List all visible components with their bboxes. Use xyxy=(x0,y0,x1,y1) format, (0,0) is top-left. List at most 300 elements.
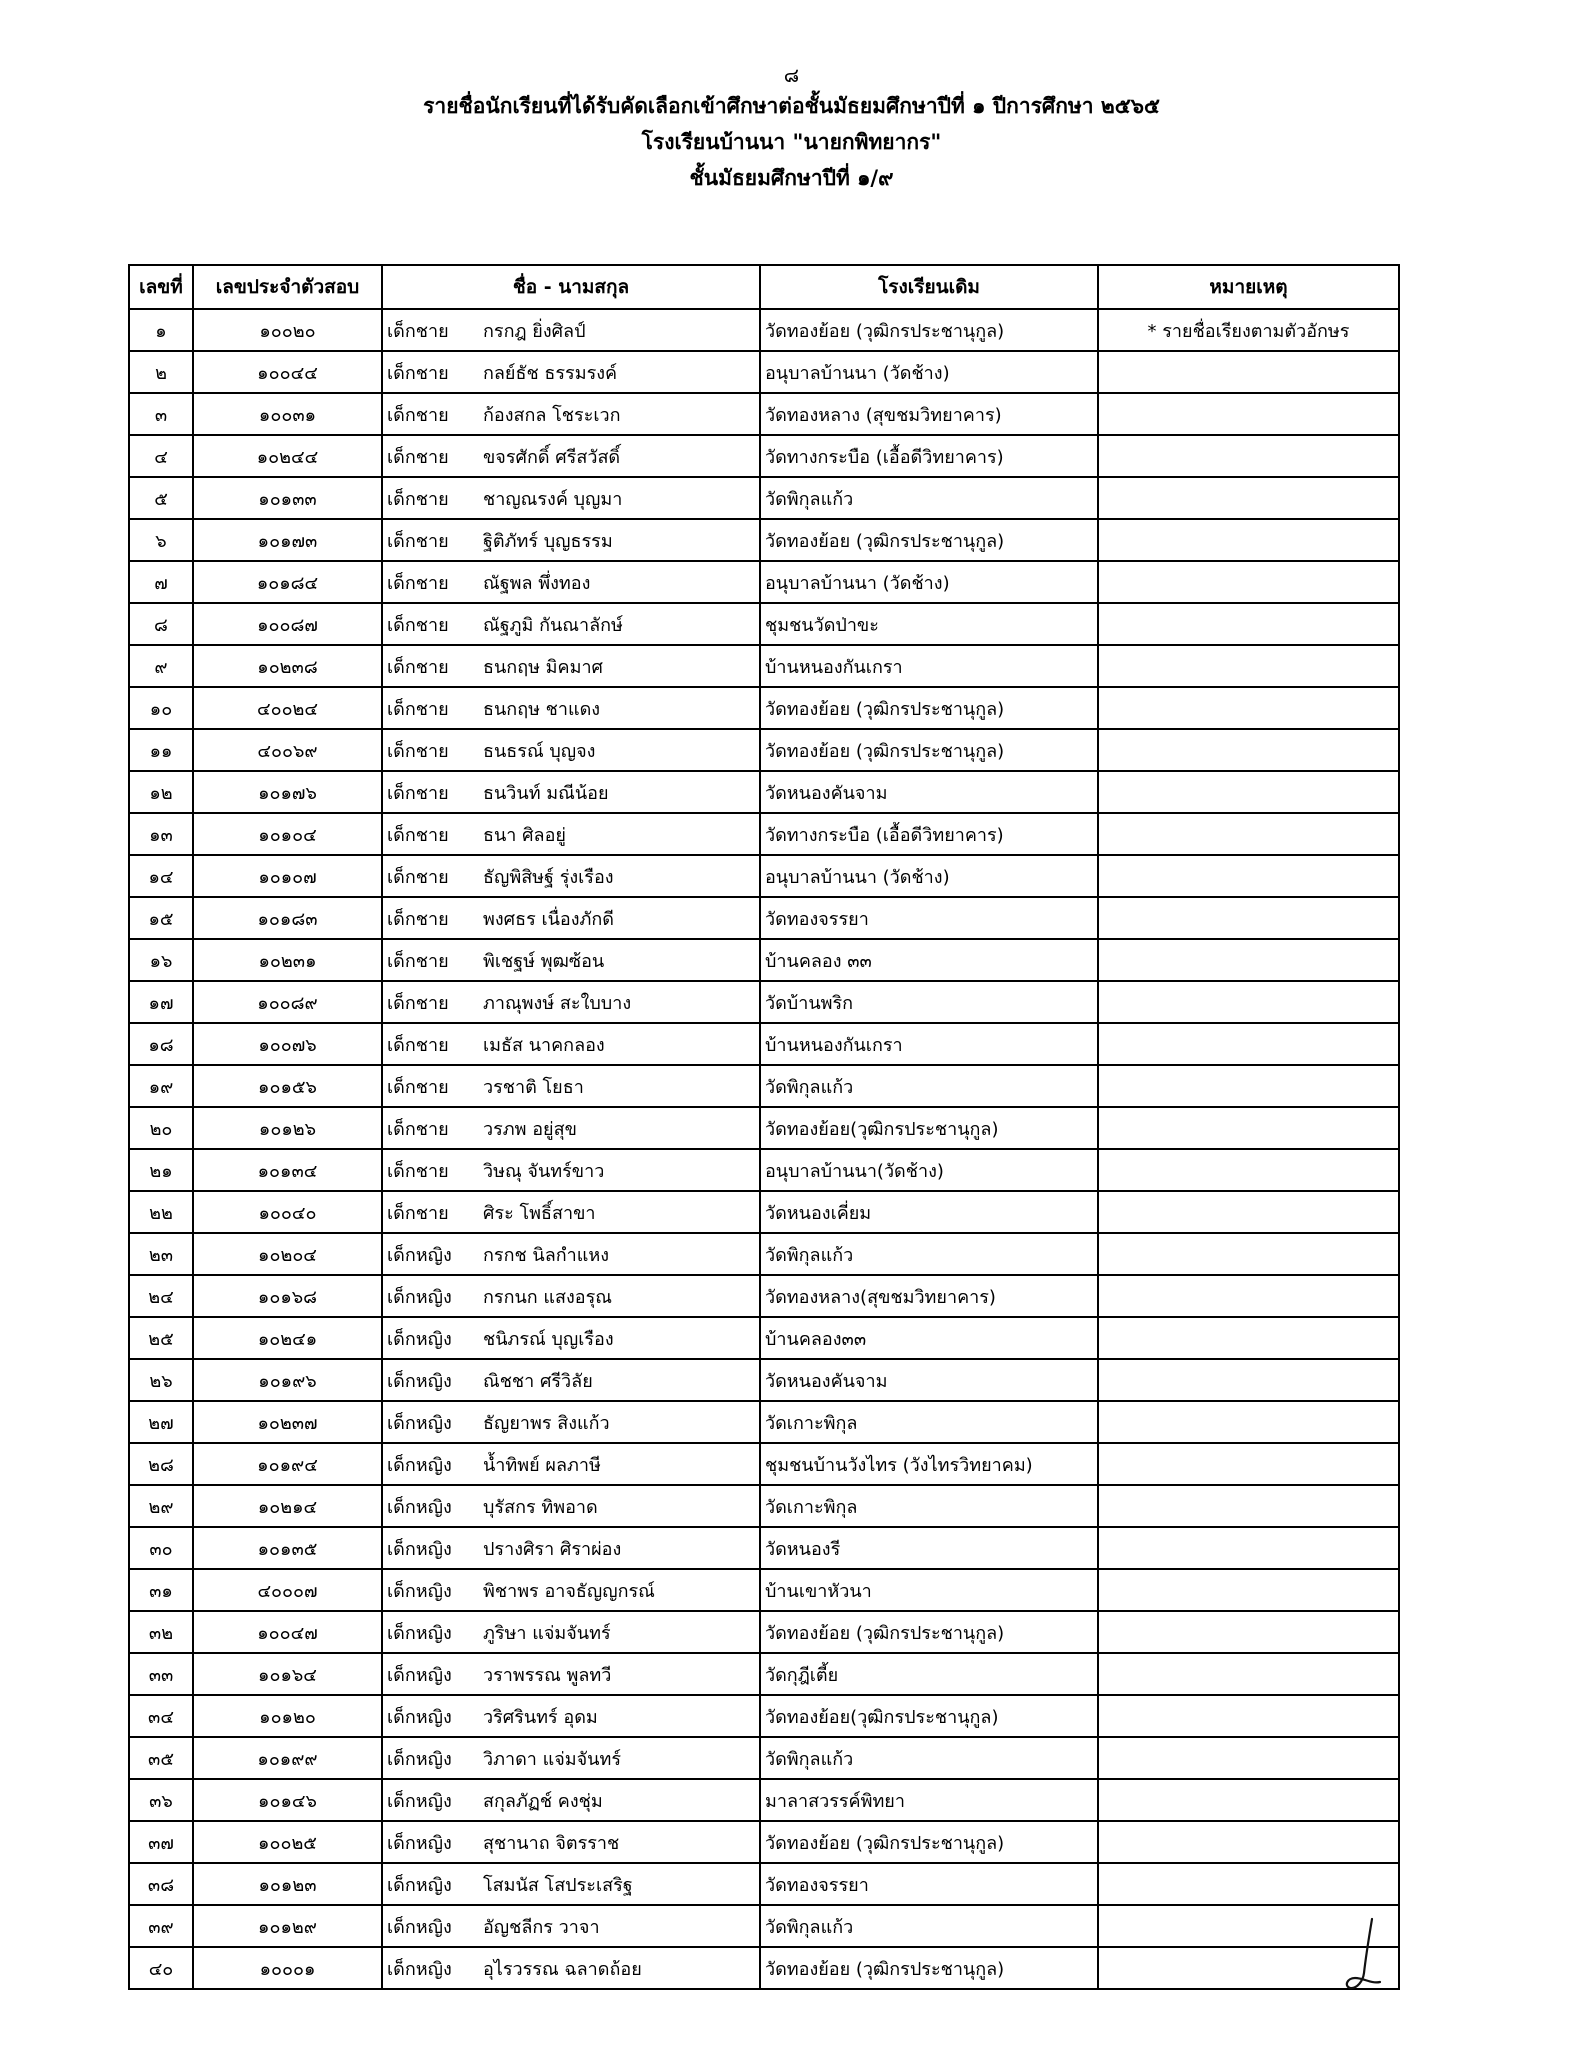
document-title: รายชื่อนักเรียนที่ได้รับคัดเลือกเข้าศึกษาต่อชั้นมัธยมศึกษาปีที่ ๑ ปีการศึกษา ๒๕๖๕ xyxy=(423,94,1160,118)
row-number: ๑๓ xyxy=(129,813,193,855)
exam-id: ๑๐๒๔๔ xyxy=(193,435,382,477)
row-number: ๓๓ xyxy=(129,1653,193,1695)
remark xyxy=(1098,1485,1399,1527)
remark xyxy=(1098,939,1399,981)
previous-school: วัดพิกุลแก้ว xyxy=(760,1065,1098,1107)
previous-school: บ้านหนองกันเกรา xyxy=(760,1023,1098,1065)
table-row xyxy=(129,1107,1399,1149)
student-name-cell xyxy=(382,1023,760,1065)
table-row xyxy=(129,1905,1399,1947)
remark xyxy=(1098,1107,1399,1149)
exam-id: ๑๐๐๓๑ xyxy=(193,393,382,435)
row-number: ๓๐ xyxy=(129,1527,193,1569)
row-number: ๑๕ xyxy=(129,897,193,939)
remark xyxy=(1098,435,1399,477)
previous-school: วัดเกาะพิกุล xyxy=(760,1485,1098,1527)
previous-school: วัดหนองเคี่ยม xyxy=(760,1191,1098,1233)
remark xyxy=(1098,1191,1399,1233)
table-row xyxy=(129,687,1399,729)
exam-id: ๑๐๑๗๓ xyxy=(193,519,382,561)
student-name: พิชาพร อาจธัญญกรณ์ xyxy=(483,1580,655,1602)
previous-school: อนุบาลบ้านนา(วัดช้าง) xyxy=(760,1149,1098,1191)
name-prefix: เด็กหญิง xyxy=(387,1496,452,1518)
row-number: ๖ xyxy=(129,519,193,561)
row-number: ๑๘ xyxy=(129,1023,193,1065)
previous-school: วัดทองหลาง(สุขชมวิทยาคาร) xyxy=(760,1275,1098,1317)
column-header-remarks: หมายเหตุ xyxy=(1098,265,1399,309)
student-name-cell xyxy=(382,813,760,855)
remark xyxy=(1098,1149,1399,1191)
table-row xyxy=(129,1191,1399,1233)
exam-id: ๑๐๐๐๑ xyxy=(193,1947,382,1989)
column-header-number: เลขที่ xyxy=(129,265,193,309)
row-number: ๑๒ xyxy=(129,771,193,813)
student-name: สกุลภัฏช์ คงชุ่ม xyxy=(483,1790,603,1812)
table-body xyxy=(129,309,1399,1989)
remark xyxy=(1098,519,1399,561)
exam-id: ๑๐๑๙๙ xyxy=(193,1737,382,1779)
student-name: ธัญยาพร สิงแก้ว xyxy=(483,1412,610,1434)
name-prefix: เด็กชาย xyxy=(387,362,449,384)
remark xyxy=(1098,1233,1399,1275)
exam-id: ๑๐๒๓๑ xyxy=(193,939,382,981)
student-name-cell xyxy=(382,1401,760,1443)
exam-id: ๑๐๐๔๗ xyxy=(193,1611,382,1653)
table-row xyxy=(129,771,1399,813)
student-name: ธนธรณ์ บุญจง xyxy=(483,740,596,762)
student-name: พงศธร เนื่องภักดี xyxy=(483,908,614,930)
row-number: ๗ xyxy=(129,561,193,603)
student-name: ธนกฤษ ชาแดง xyxy=(483,698,601,720)
row-number: ๓๗ xyxy=(129,1821,193,1863)
row-number: ๒๖ xyxy=(129,1359,193,1401)
student-name-cell xyxy=(382,1863,760,1905)
student-name: สุชานาถ จิตรราช xyxy=(483,1832,620,1854)
exam-id: ๑๐๐๗๖ xyxy=(193,1023,382,1065)
previous-school: บ้านคลอง๓๓ xyxy=(760,1317,1098,1359)
name-prefix: เด็กชาย xyxy=(387,740,449,762)
student-name-cell xyxy=(382,435,760,477)
student-name-cell xyxy=(382,1065,760,1107)
row-number: ๘ xyxy=(129,603,193,645)
student-name-cell xyxy=(382,1737,760,1779)
previous-school: วัดหนองรี xyxy=(760,1527,1098,1569)
student-name-cell xyxy=(382,1149,760,1191)
table-row xyxy=(129,1233,1399,1275)
row-number: ๑๙ xyxy=(129,1065,193,1107)
exam-id: ๑๐๒๑๔ xyxy=(193,1485,382,1527)
student-name: โสมนัส โสประเสริฐ xyxy=(483,1874,633,1896)
table-row xyxy=(129,1275,1399,1317)
previous-school: วัดเกาะพิกุล xyxy=(760,1401,1098,1443)
student-name: ชนิภรณ์ บุญเรือง xyxy=(483,1328,614,1350)
name-prefix: เด็กชาย xyxy=(387,950,449,972)
exam-id: ๑๐๑๙๔ xyxy=(193,1443,382,1485)
name-prefix: เด็กหญิง xyxy=(387,1832,452,1854)
name-prefix: เด็กชาย xyxy=(387,782,449,804)
name-prefix: เด็กชาย xyxy=(387,698,449,720)
name-prefix: เด็กหญิง xyxy=(387,1454,452,1476)
remark xyxy=(1098,1359,1399,1401)
remark xyxy=(1098,1695,1399,1737)
student-name: เมธัส นาคกลอง xyxy=(483,1034,605,1056)
table-row xyxy=(129,519,1399,561)
student-roster-table xyxy=(128,264,1400,1990)
name-prefix: เด็กชาย xyxy=(387,1076,449,1098)
row-number: ๔๐ xyxy=(129,1947,193,1989)
name-prefix: เด็กหญิง xyxy=(387,1370,452,1392)
student-name-cell xyxy=(382,897,760,939)
student-name-cell xyxy=(382,1779,760,1821)
table-row xyxy=(129,1821,1399,1863)
name-prefix: เด็กหญิง xyxy=(387,1790,452,1812)
table-row xyxy=(129,939,1399,981)
remark xyxy=(1098,1275,1399,1317)
previous-school: มาลาสวรรค์พิทยา xyxy=(760,1779,1098,1821)
previous-school: บ้านคลอง ๓๓ xyxy=(760,939,1098,981)
previous-school: ชุมชนบ้านวังไทร (วังไทรวิทยาคม) xyxy=(760,1443,1098,1485)
row-number: ๓๒ xyxy=(129,1611,193,1653)
previous-school: ชุมชนวัดป่าขะ xyxy=(760,603,1098,645)
name-prefix: เด็กชาย xyxy=(387,572,449,594)
exam-id: ๑๐๒๔๑ xyxy=(193,1317,382,1359)
table-row xyxy=(129,729,1399,771)
exam-id: ๑๐๑๒๐ xyxy=(193,1695,382,1737)
student-name-cell xyxy=(382,981,760,1023)
name-prefix: เด็กหญิง xyxy=(387,1244,452,1266)
previous-school: วัดทองย้อย (วุฒิกรประชานุกูล) xyxy=(760,1611,1098,1653)
previous-school: อนุบาลบ้านนา (วัดช้าง) xyxy=(760,561,1098,603)
student-name-cell xyxy=(382,603,760,645)
remark xyxy=(1098,813,1399,855)
row-number: ๙ xyxy=(129,645,193,687)
student-name: ขจรศักดิ์ ศรีสวัสดิ์ xyxy=(483,446,621,468)
student-name: กลย์ธัช ธรรมรงค์ xyxy=(483,362,618,384)
row-number: ๓๙ xyxy=(129,1905,193,1947)
table-row xyxy=(129,1149,1399,1191)
table-row xyxy=(129,477,1399,519)
student-name-cell xyxy=(382,561,760,603)
remark xyxy=(1098,645,1399,687)
name-prefix: เด็กชาย xyxy=(387,1118,449,1140)
name-prefix: เด็กหญิง xyxy=(387,1622,452,1644)
student-name: วริศรินทร์ อุดม xyxy=(483,1706,598,1728)
student-name: อัญชลีกร วาจา xyxy=(483,1916,600,1938)
row-number: ๔ xyxy=(129,435,193,477)
row-number: ๓๔ xyxy=(129,1695,193,1737)
row-number: ๓๑ xyxy=(129,1569,193,1611)
row-number: ๓๕ xyxy=(129,1737,193,1779)
exam-id: ๑๐๐๘๗ xyxy=(193,603,382,645)
student-name: ณัฐพล พึ่งทอง xyxy=(483,572,591,594)
row-number: ๒๒ xyxy=(129,1191,193,1233)
column-header-full-name: ชื่อ - นามสกุล xyxy=(382,265,760,309)
student-name: ภาณุพงษ์ สะใบบาง xyxy=(483,992,632,1014)
previous-school: วัดทองย้อย (วุฒิกรประชานุกูล) xyxy=(760,519,1098,561)
previous-school: อนุบาลบ้านนา (วัดช้าง) xyxy=(760,351,1098,393)
previous-school: บ้านหนองกันเกรา xyxy=(760,645,1098,687)
name-prefix: เด็กหญิง xyxy=(387,1538,452,1560)
column-header-previous-school: โรงเรียนเดิม xyxy=(760,265,1098,309)
row-number: ๒๐ xyxy=(129,1107,193,1149)
table-row xyxy=(129,351,1399,393)
exam-id: ๑๐๑๖๘ xyxy=(193,1275,382,1317)
previous-school: วัดทองย้อย(วุฒิกรประชานุกูล) xyxy=(760,1107,1098,1149)
previous-school: วัดพิกุลแก้ว xyxy=(760,1233,1098,1275)
table-row xyxy=(129,1653,1399,1695)
student-name: วรชาติ โยธา xyxy=(483,1076,584,1098)
table-row xyxy=(129,1485,1399,1527)
row-number: ๒๕ xyxy=(129,1317,193,1359)
student-name: น้ำทิพย์ ผลภาษี xyxy=(483,1454,601,1476)
student-name: ภูริษา แจ่มจันทร์ xyxy=(483,1622,611,1644)
row-number: ๒ xyxy=(129,351,193,393)
student-name-cell xyxy=(382,1107,760,1149)
name-prefix: เด็กหญิง xyxy=(387,1706,452,1728)
exam-id: ๑๐๐๒๕ xyxy=(193,1821,382,1863)
previous-school: วัดทางกระบือ (เอื้อดีวิทยาคาร) xyxy=(760,813,1098,855)
class-level: ชั้นมัธยมศึกษาปีที่ ๑/๙ xyxy=(689,166,894,190)
name-prefix: เด็กชาย xyxy=(387,614,449,636)
name-prefix: เด็กชาย xyxy=(387,824,449,846)
row-number: ๒๑ xyxy=(129,1149,193,1191)
student-name-cell xyxy=(382,687,760,729)
student-name: ธนา ศิลอยู่ xyxy=(483,824,566,846)
previous-school: วัดบ้านพริก xyxy=(760,981,1098,1023)
student-name: กรกฎ ยิ่งศิลป์ xyxy=(483,320,586,342)
table-row xyxy=(129,393,1399,435)
student-name-cell xyxy=(382,1695,760,1737)
exam-id: ๑๐๑๓๓ xyxy=(193,477,382,519)
previous-school: อนุบาลบ้านนา (วัดช้าง) xyxy=(760,855,1098,897)
table-row xyxy=(129,603,1399,645)
exam-id: ๑๐๑๐๔ xyxy=(193,813,382,855)
table-row xyxy=(129,1779,1399,1821)
name-prefix: เด็กชาย xyxy=(387,866,449,888)
remark xyxy=(1098,1527,1399,1569)
remark xyxy=(1098,1779,1399,1821)
student-name-cell xyxy=(382,1611,760,1653)
student-name-cell xyxy=(382,1191,760,1233)
remark xyxy=(1098,561,1399,603)
table-row xyxy=(129,645,1399,687)
exam-id: ๑๐๐๘๙ xyxy=(193,981,382,1023)
name-prefix: เด็กชาย xyxy=(387,446,449,468)
name-prefix: เด็กหญิง xyxy=(387,1580,452,1602)
table-row xyxy=(129,1527,1399,1569)
row-number: ๑๖ xyxy=(129,939,193,981)
signature-mark xyxy=(1342,1915,1388,1995)
exam-id: ๑๐๑๓๔ xyxy=(193,1149,382,1191)
name-prefix: เด็กหญิง xyxy=(387,1874,452,1896)
name-prefix: เด็กหญิง xyxy=(387,1412,452,1434)
student-name-cell xyxy=(382,309,760,351)
name-prefix: เด็กหญิง xyxy=(387,1664,452,1686)
remark xyxy=(1098,393,1399,435)
student-name-cell xyxy=(382,771,760,813)
student-name: ณิชชา ศรีวิลัย xyxy=(483,1370,593,1392)
student-name: ศิระ โพธิ์สาขา xyxy=(483,1202,596,1224)
student-name: ธนวินท์ มณีน้อย xyxy=(483,782,609,804)
student-name: กรกช นิลกำแหง xyxy=(483,1244,609,1266)
table-row xyxy=(129,309,1399,351)
exam-id: ๑๐๑๖๔ xyxy=(193,1653,382,1695)
student-name: พิเชฐษ์ พุฒซ้อน xyxy=(483,950,605,972)
exam-id: ๑๐๑๒๖ xyxy=(193,1107,382,1149)
student-name: วราพรรณ พูลทวี xyxy=(483,1664,612,1686)
document-header xyxy=(0,62,1583,196)
table-row xyxy=(129,1065,1399,1107)
remark xyxy=(1098,1653,1399,1695)
page-number: ๘ xyxy=(783,63,800,87)
student-name-cell xyxy=(382,729,760,771)
student-name-cell xyxy=(382,1275,760,1317)
previous-school: วัดทองย้อย (วุฒิกรประชานุกูล) xyxy=(760,309,1098,351)
name-prefix: เด็กชาย xyxy=(387,488,449,510)
exam-id: ๑๐๑๘๔ xyxy=(193,561,382,603)
table-row xyxy=(129,813,1399,855)
name-prefix: เด็กชาย xyxy=(387,1160,449,1182)
table-row xyxy=(129,1401,1399,1443)
previous-school: วัดทองจรรยา xyxy=(760,1863,1098,1905)
student-name: อุไรวรรณ ฉลาดถ้อย xyxy=(483,1958,642,1980)
previous-school: วัดทองย้อย (วุฒิกรประชานุกูล) xyxy=(760,1947,1098,1989)
remark: * รายชื่อเรียงตามตัวอักษร xyxy=(1098,309,1399,351)
previous-school: วัดทองย้อย (วุฒิกรประชานุกูล) xyxy=(760,1821,1098,1863)
name-prefix: เด็กหญิง xyxy=(387,1286,452,1308)
student-name-cell xyxy=(382,1821,760,1863)
student-name-cell xyxy=(382,1443,760,1485)
school-name: โรงเรียนบ้านนา "นายกพิทยากร" xyxy=(641,130,942,154)
remark xyxy=(1098,855,1399,897)
table-row xyxy=(129,1023,1399,1065)
row-number: ๓๘ xyxy=(129,1863,193,1905)
row-number: ๒๙ xyxy=(129,1485,193,1527)
student-name-cell xyxy=(382,1317,760,1359)
remark xyxy=(1098,897,1399,939)
student-name: วรภพ อยู่สุข xyxy=(483,1118,577,1140)
name-prefix: เด็กชาย xyxy=(387,992,449,1014)
name-prefix: เด็กหญิง xyxy=(387,1916,452,1938)
name-prefix: เด็กหญิง xyxy=(387,1328,452,1350)
table-row xyxy=(129,1737,1399,1779)
previous-school: วัดทองจรรยา xyxy=(760,897,1098,939)
remark xyxy=(1098,1023,1399,1065)
table-row xyxy=(129,1359,1399,1401)
exam-id: ๑๐๑๒๙ xyxy=(193,1905,382,1947)
name-prefix: เด็กชาย xyxy=(387,1202,449,1224)
student-name-cell xyxy=(382,1905,760,1947)
remark xyxy=(1098,981,1399,1023)
student-name-cell xyxy=(382,1947,760,1989)
name-prefix: เด็กหญิง xyxy=(387,1958,452,1980)
student-name: ธนกฤษ มิคมาศ xyxy=(483,656,603,678)
row-number: ๑๑ xyxy=(129,729,193,771)
exam-id: ๑๐๐๒๐ xyxy=(193,309,382,351)
exam-id: ๑๐๑๙๖ xyxy=(193,1359,382,1401)
exam-id: ๑๐๑๕๖ xyxy=(193,1065,382,1107)
student-name-cell xyxy=(382,1359,760,1401)
student-name: ก้องสกล โชระเวก xyxy=(483,404,621,426)
table-row xyxy=(129,561,1399,603)
student-name-cell xyxy=(382,1653,760,1695)
student-name-cell xyxy=(382,645,760,687)
row-number: ๓๖ xyxy=(129,1779,193,1821)
remark xyxy=(1098,477,1399,519)
remark xyxy=(1098,729,1399,771)
row-number: ๕ xyxy=(129,477,193,519)
previous-school: บ้านเขาหัวนา xyxy=(760,1569,1098,1611)
remark xyxy=(1098,1863,1399,1905)
student-name-cell xyxy=(382,519,760,561)
student-name-cell xyxy=(382,1233,760,1275)
exam-id: ๔๐๐๒๔ xyxy=(193,687,382,729)
table-row xyxy=(129,981,1399,1023)
previous-school: วัดทางกระบือ (เอื้อดีวิทยาคาร) xyxy=(760,435,1098,477)
previous-school: วัดหนองคันจาม xyxy=(760,1359,1098,1401)
remark xyxy=(1098,771,1399,813)
remark xyxy=(1098,1443,1399,1485)
student-name-cell xyxy=(382,1527,760,1569)
table-row xyxy=(129,897,1399,939)
student-name: กรกนก แสงอรุณ xyxy=(483,1286,612,1308)
student-name: บุรัสกร ทิพอาด xyxy=(483,1496,598,1518)
row-number: ๒๘ xyxy=(129,1443,193,1485)
exam-id: ๑๐๑๔๖ xyxy=(193,1779,382,1821)
remark xyxy=(1098,1317,1399,1359)
name-prefix: เด็กชาย xyxy=(387,1034,449,1056)
previous-school: วัดทองย้อย(วุฒิกรประชานุกูล) xyxy=(760,1695,1098,1737)
exam-id: ๑๐๑๒๓ xyxy=(193,1863,382,1905)
row-number: ๒๔ xyxy=(129,1275,193,1317)
row-number: ๑ xyxy=(129,309,193,351)
exam-id: ๑๐๑๓๕ xyxy=(193,1527,382,1569)
table-row xyxy=(129,1569,1399,1611)
student-name: ฐิติภัทร์ บุญธรรม xyxy=(483,530,613,552)
student-name: วิษณุ จันทร์ขาว xyxy=(483,1160,605,1182)
remark xyxy=(1098,1611,1399,1653)
student-name-cell xyxy=(382,1569,760,1611)
name-prefix: เด็กชาย xyxy=(387,530,449,552)
exam-id: ๑๐๒๐๔ xyxy=(193,1233,382,1275)
exam-id: ๑๐๐๔๐ xyxy=(193,1191,382,1233)
previous-school: วัดพิกุลแก้ว xyxy=(760,477,1098,519)
table-row xyxy=(129,435,1399,477)
exam-id: ๑๐๑๘๓ xyxy=(193,897,382,939)
remark xyxy=(1098,1401,1399,1443)
student-name: ปรางศิรา ศิราผ่อง xyxy=(483,1538,622,1560)
table-row xyxy=(129,1947,1399,1989)
student-name: ธัญพิสิษฐ์ รุ่งเรือง xyxy=(483,866,614,888)
student-name-cell xyxy=(382,855,760,897)
student-name: ชาญณรงค์ บุญมา xyxy=(483,488,623,510)
column-header-exam-id: เลขประจำตัวสอบ xyxy=(193,265,382,309)
remark xyxy=(1098,351,1399,393)
student-name-cell xyxy=(382,477,760,519)
exam-id: ๔๐๐๖๙ xyxy=(193,729,382,771)
remark xyxy=(1098,603,1399,645)
name-prefix: เด็กชาย xyxy=(387,908,449,930)
table-row xyxy=(129,1695,1399,1737)
remark xyxy=(1098,1569,1399,1611)
previous-school: วัดทองย้อย (วุฒิกรประชานุกูล) xyxy=(760,729,1098,771)
exam-id: ๔๐๐๐๗ xyxy=(193,1569,382,1611)
name-prefix: เด็กชาย xyxy=(387,404,449,426)
previous-school: วัดทองหลาง (สุขชมวิทยาคาร) xyxy=(760,393,1098,435)
name-prefix: เด็กชาย xyxy=(387,320,449,342)
row-number: ๑๐ xyxy=(129,687,193,729)
table-row xyxy=(129,855,1399,897)
